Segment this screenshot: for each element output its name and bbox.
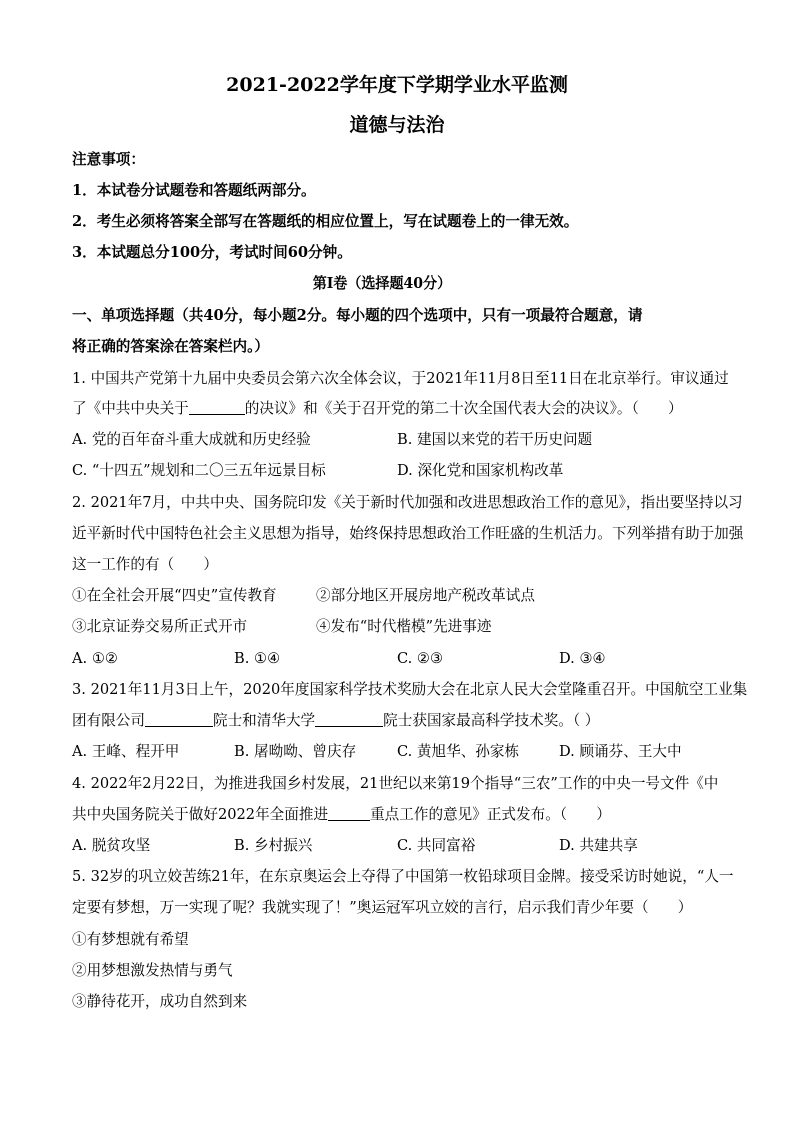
question-3-option-a: A. 王峰、程开甲 xyxy=(72,743,180,760)
question-3-option-b: B. 屠呦呦、曾庆存 xyxy=(234,743,357,760)
section-instruction: 将正确的答案涂在答案栏内。） xyxy=(72,338,270,355)
question-2-statement-2: ②部分地区开展房地产税改革试点 xyxy=(316,587,535,604)
note-item: 1．本试卷分试题卷和答题纸两部分。 xyxy=(72,182,316,199)
question-1-option-a: A. 党的百年奋斗重大成就和历史经验 xyxy=(72,431,311,448)
question-5-statement-1: ①有梦想就有希望 xyxy=(72,931,189,948)
stem-text: 院士获国家最高科学技术奖。（ ） xyxy=(383,712,600,729)
section-title: 第Ⅰ卷（选择题40分） xyxy=(312,275,452,292)
question-2-stem-2: 近平新时代中国特色社会主义思想为指导，始终保持思想政治工作旺盛的生机活力。下列举措有助于加强 xyxy=(72,525,744,542)
exam-title: 2021-2022学年度下学期学业水平监测 xyxy=(226,74,568,96)
question-2-stem-3: 这一工作的有（ ） xyxy=(72,556,218,573)
question-3-stem-2 xyxy=(72,711,599,731)
question-1-option-c: C. “十四五”规划和二〇三五年远景目标 xyxy=(72,462,326,479)
question-4-stem: 4. 2022年2月22日，为推进我国乡村发展，21世纪以来第19个指导“三农”工作的中央一号文件《中 xyxy=(72,775,719,792)
question-2-stem: 2. 2021年7月，中共中央、国务院印发《关于新时代加强和改进思想政治工作的意见》，指出要坚持以习 xyxy=(72,494,743,511)
question-3-option-d: D. 顾诵芬、王大中 xyxy=(559,743,682,760)
stem-text: 了《中共中央关于 xyxy=(72,400,189,417)
answer-blank xyxy=(315,712,383,727)
question-2-statement-1: ①在全社会开展“四史”宣传教育 xyxy=(72,587,277,604)
stem-text: 共中央国务院关于做好2022年全面推进 xyxy=(72,806,329,823)
question-4-option-c: C. 共同富裕 xyxy=(397,837,476,854)
stem-text: 的决议》和《关于召开党的第二十次全国代表大会的决议》。（ ） xyxy=(244,400,683,417)
stem-text: 院士和清华大学 xyxy=(212,712,316,729)
question-2-statement-4: ④发布“时代楷模”先进事迹 xyxy=(316,618,492,635)
answer-blank xyxy=(189,400,245,415)
question-4-option-d: D. 共建共享 xyxy=(559,837,638,854)
answer-blank xyxy=(145,712,213,727)
question-1-option-d: D. 深化党和国家机构改革 xyxy=(397,462,564,479)
question-5-stem: 5. 32岁的巩立姣苦练21年，在东京奥运会上夺得了中国第一枚铅球项目金牌。接受采访时她说，“人一 xyxy=(72,868,734,885)
stem-text: 重点工作的意见》正式发布。（ ） xyxy=(370,806,611,823)
section-instruction: 一、单项选择题（共40分，每小题2分。每小题的四个选项中，只有一项最符合题意，请 xyxy=(72,307,643,324)
stem-text: 团有限公司 xyxy=(72,712,145,729)
question-5-statement-2: ②用梦想激发热情与勇气 xyxy=(72,962,233,979)
answer-blank xyxy=(328,806,370,821)
question-5-statement-3: ③静待花开，成功自然到来 xyxy=(72,993,248,1010)
note-item: 2．考生必须将答案全部写在答题纸的相应位置上，写在试题卷上的一律无效。 xyxy=(72,213,579,230)
notes-heading: 注意事项： xyxy=(72,151,145,168)
question-2-option-a: A. ①② xyxy=(72,650,118,667)
question-3-stem: 3. 2021年11月3日上午，2020年度国家科学技术奖励大会在北京人民大会堂隆重召开。中国航空工业集 xyxy=(72,681,748,698)
question-2-option-c: C. ②③ xyxy=(397,650,444,667)
question-4-option-b: B. 乡村振兴 xyxy=(234,837,313,854)
question-1-stem-2 xyxy=(72,399,683,419)
question-4-stem-2 xyxy=(72,805,611,825)
question-5-stem-2: 定要有梦想，万一实现了呢？我就实现了！”奥运冠军巩立姣的言行，启示我们青少年要（ ） xyxy=(72,899,693,916)
question-3-option-c: C. 黄旭华、孙家栋 xyxy=(397,743,520,760)
question-4-option-a: A. 脱贫攻坚 xyxy=(72,837,151,854)
exam-subject: 道德与法治 xyxy=(349,114,445,136)
question-1-option-b: B. 建国以来党的若干历史问题 xyxy=(397,431,593,448)
question-2-option-d: D. ③④ xyxy=(559,650,606,667)
question-2-statement-3: ③北京证券交易所正式开市 xyxy=(72,618,248,635)
question-2-option-b: B. ①④ xyxy=(234,650,281,667)
note-item: 3．本试题总分100分，考试时间60分钟。 xyxy=(72,244,352,261)
question-1-stem: 1. 中国共产党第十九届中央委员会第六次全体会议，于2021年11月8日至11日在北京举行。审议通过 xyxy=(72,370,729,387)
